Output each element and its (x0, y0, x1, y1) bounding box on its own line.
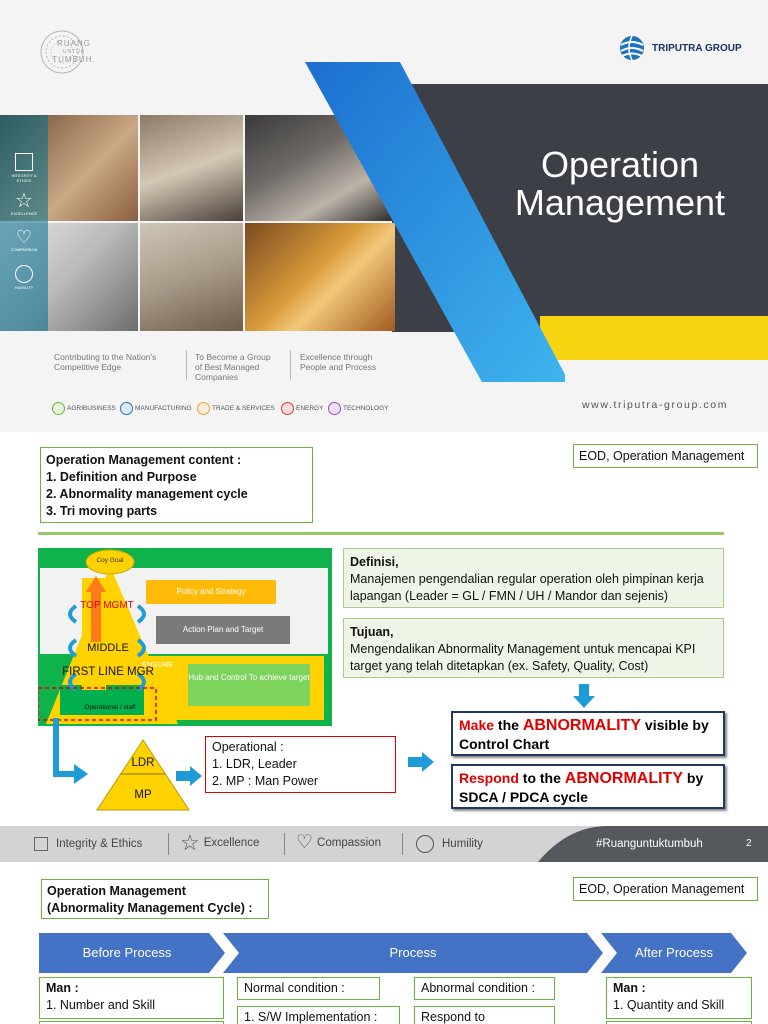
hub-control-label: Hub and Control To achieve target (188, 664, 310, 706)
first-line-label: FIRST LINE MGR (62, 666, 154, 678)
right-arrow-icon (176, 766, 202, 786)
definisi-title: Definisi, (350, 555, 399, 569)
tagline-2: To Become a Group of Best Managed Companies (195, 352, 271, 382)
man-before-cell: Man : 1. Number and Skill (39, 977, 224, 1019)
management-pyramid-diagram (38, 548, 332, 726)
cover-title (470, 146, 768, 222)
ldr-label: LDR (131, 757, 155, 769)
definisi-text: Manajemen pengendalian regular operation oleh pimpinan kerja lapangan (Leader = GL / FMN / UH / Mandor dan sejenis) (350, 572, 704, 603)
tagline-3: Excellence through People and Process (300, 352, 377, 372)
content-box-title: Operation Management content : (46, 453, 242, 467)
abnormal-condition-cell: Abnormal condition : (414, 977, 555, 1000)
trade-services-icon (197, 402, 210, 415)
value-integrity: INTEGRITY & ETHICS (11, 173, 37, 183)
right-arrow-icon (408, 752, 434, 772)
ensure-label: ENSURE (142, 660, 174, 669)
value-compassion: COMPASSION (10, 247, 38, 252)
handshake-photo (140, 115, 243, 221)
ruang-untuk-tumbuh-logo (38, 26, 96, 78)
section-divider (38, 532, 724, 535)
humility-circle-icon (416, 835, 434, 853)
footer-value-humility: Humility (442, 838, 483, 850)
divider (402, 833, 403, 855)
manufacturing-icon (120, 402, 133, 415)
respond-to-cell: Respond to (414, 1006, 555, 1024)
compassion-heart-icon: ♡ (296, 832, 314, 853)
respond-abnormality-box: Respond to the ABNORMALITY by SDCA / PDCA cycle (451, 764, 725, 809)
pottery-photo (140, 223, 243, 331)
cover-title-line-2: Management (514, 182, 726, 223)
content-item: 3. Tri moving parts (46, 504, 158, 518)
triputra-globe-icon (618, 33, 648, 63)
content-item: 2. Abnormality management cycle (46, 487, 248, 501)
integrity-icon (15, 153, 33, 171)
page-number: 2 (746, 838, 752, 849)
triputra-brand: TRIPUTRA GROUP (652, 43, 742, 54)
operational-item: 1. LDR, Leader (212, 757, 297, 771)
elbow-arrow-icon (52, 718, 92, 790)
excellence-star-icon: ☆ (15, 190, 33, 212)
cover-slide (0, 0, 768, 432)
cover-title-line-1: Operation (540, 144, 700, 185)
footer-value-excellence: Excellence (203, 837, 260, 849)
sw-implementation-cell: 1. S/W Implementation : (237, 1006, 400, 1024)
eod-tag: EOD, Operation Management (573, 877, 758, 901)
energy-icon (281, 402, 294, 415)
definisi-panel (343, 548, 724, 608)
chevron-process: Process (389, 945, 437, 960)
man-after-cell: Man : 1. Quantity and Skill (606, 977, 752, 1019)
tujuan-panel (343, 618, 724, 678)
values-column (0, 115, 48, 331)
tujuan-text: Mengendalikan Abnormality Management untuk mencapai KPI target yang telah ditetapkan (ex. Safety, Quality, Cost) (350, 642, 696, 673)
footer-value-integrity: Integrity & Ethics (56, 838, 143, 850)
divider (284, 833, 285, 855)
compassion-heart-icon: ♡ (15, 227, 33, 247)
footer-value-compassion: Compassion (317, 836, 381, 849)
excellence-star-icon: ☆ (180, 830, 200, 855)
agribusiness-icon (52, 402, 65, 415)
logo-line-2: UNTUK (62, 49, 86, 55)
tujuan-title: Tujuan, (350, 625, 394, 639)
integrity-icon (34, 837, 48, 851)
website-url: www.triputra-group.com (582, 399, 729, 411)
policy-strategy-label: Policy and Strategy (146, 580, 276, 604)
content-item: 1. Definition and Purpose (46, 470, 197, 484)
make-abnormality-box: Make the ABNORMALITY visible by Control Chart (451, 711, 725, 756)
chevron-before: Before Process (82, 945, 172, 960)
value-humility: HUMILITY (14, 285, 34, 290)
technology-icon (328, 402, 341, 415)
eod-tag: EOD, Operation Management (573, 444, 758, 468)
business-trade-services: TRADE & SERVICES (197, 402, 275, 415)
business-technology: TECHNOLOGY (328, 402, 389, 415)
chevron-after: After Process (634, 945, 714, 960)
divider (168, 833, 169, 855)
yellow-accent-band (540, 316, 768, 360)
content-box (40, 447, 313, 523)
down-arrow-icon (573, 684, 595, 708)
value-excellence: EXCELLENCE (10, 211, 38, 216)
divider (186, 350, 187, 380)
cycle-title-box: Operation Management (Abnormality Management Cycle) : (41, 879, 269, 919)
hashtag: #Ruanguntuktumbuh (596, 838, 703, 850)
divider (290, 350, 291, 380)
business-agribusiness: AGRIBUSINESS (52, 402, 116, 415)
mp-label: MP (134, 789, 152, 801)
staff-label: Operational / staff (84, 704, 136, 711)
operational-item: 2. MP : Man Power (212, 774, 319, 788)
coy-goal-label: Coy Goal (96, 557, 124, 564)
operational-box (205, 736, 396, 793)
business-manufacturing: MANUFACTURING (120, 402, 192, 415)
operational-title: Operational : (212, 740, 284, 754)
humility-circle-icon (15, 265, 33, 283)
top-mgmt-label: TOP MGMT (80, 600, 134, 611)
normal-condition-cell: Normal condition : (237, 977, 380, 1000)
logo-line-3: TUMBUH. (52, 55, 96, 64)
action-plan-label: Action Plan and Target (156, 616, 290, 644)
tagline-1: Contributing to the Nation's Competitive Edge (54, 352, 157, 372)
logo-line-1: RUANG (57, 39, 91, 48)
middle-label: MIDDLE (87, 642, 129, 654)
business-energy: ENERGY (281, 402, 323, 415)
